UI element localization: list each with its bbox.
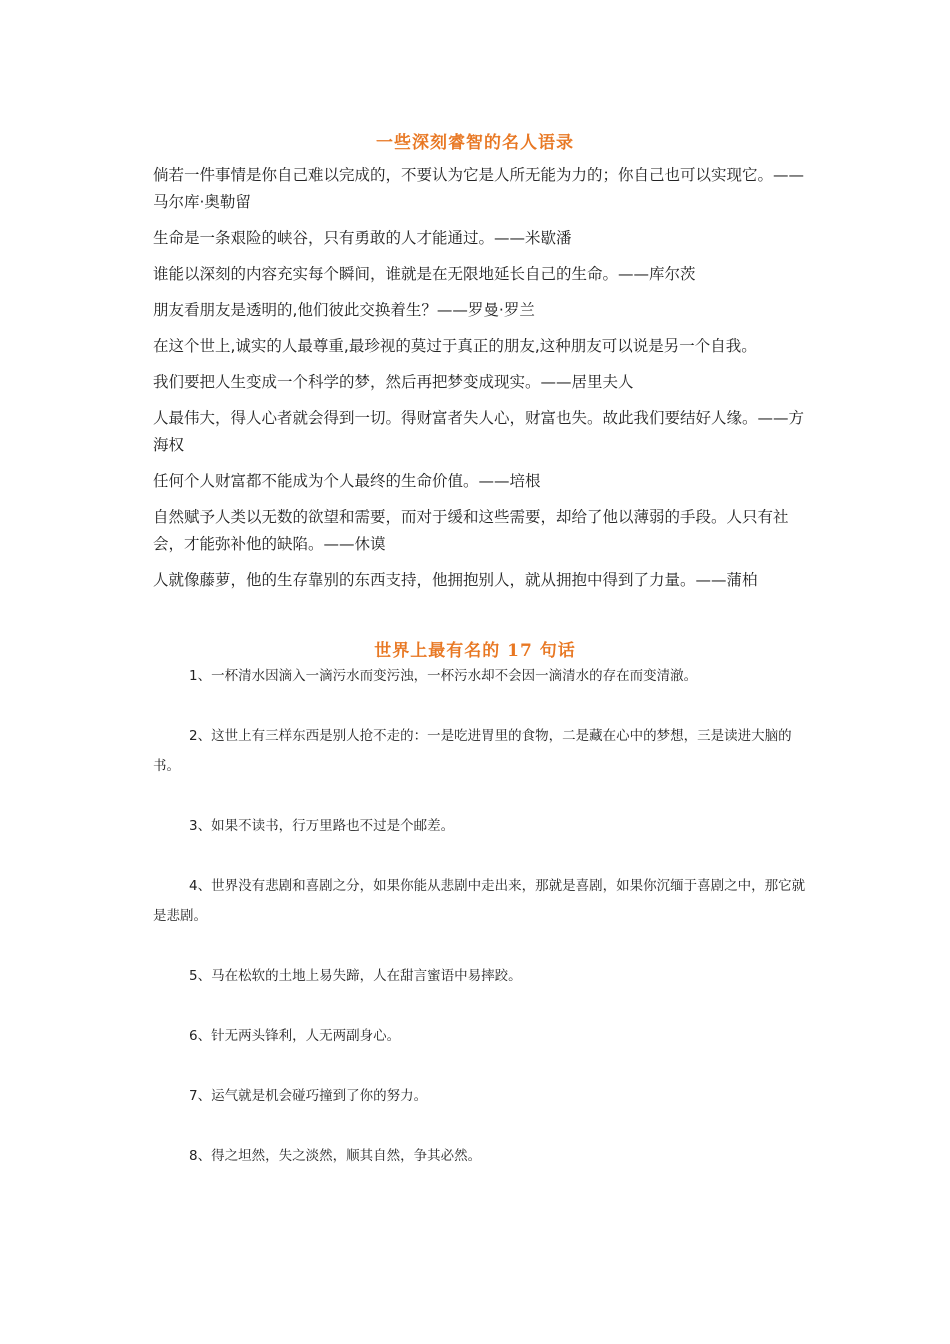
saying-item: 2、这世上有三样东西是别人抢不走的：一是吃进胃里的食物，二是藏在心中的梦想，三是读进大脑的书。 — [153, 728, 792, 774]
saying-item: 6、针无两头锋利，人无两副身心。 — [189, 1028, 401, 1044]
saying-item: 8、得之坦然，失之淡然，顺其自然，争其必然。 — [189, 1148, 482, 1164]
section-title-quotes: 一些深刻睿智的名人语录 — [376, 133, 574, 153]
saying-item: 5、马在松软的土地上易失蹄，人在甜言蜜语中易摔跤。 — [189, 968, 522, 984]
quote-item: 倘若一件事情是你自己难以完成的，不要认为它是人所无能为力的；你自己也可以实现它。——马尔库·奥勒留 — [153, 166, 805, 211]
quote-item: 人最伟大，得人心者就会得到一切。得财富者失人心，财富也失。故此我们要结好人缘。——方海权 — [153, 409, 805, 454]
saying-item: 1、一杯清水因滴入一滴污水而变污浊，一杯污水却不会因一滴清水的存在而变清澈。 — [189, 668, 698, 684]
section-title-famous-sayings: 世界上最有名的 17 句话 — [374, 641, 576, 661]
saying-list — [153, 661, 813, 1201]
quote-item: 人就像藤萝，他的生存靠别的东西支持，他拥抱别人，就从拥抱中得到了力量。——蒲柏 — [153, 571, 758, 589]
quote-item: 生命是一条艰险的峡谷，只有勇敢的人才能通过。——米歇潘 — [153, 229, 572, 247]
quote-item: 谁能以深刻的内容充实每个瞬间，谁就是在无限地延长自己的生命。——库尔茨 — [153, 265, 696, 283]
quote-item: 自然赋予人类以无数的欲望和需要，而对于缓和这些需要，却给了他以薄弱的手段。人只有社会，才能弥补他的缺陷。——休谟 — [153, 508, 789, 553]
saying-item: 3、如果不读书，行万里路也不过是个邮差。 — [189, 818, 455, 834]
saying-item: 7、运气就是机会碰巧撞到了你的努力。 — [189, 1088, 428, 1104]
quote-item: 朋友看朋友是透明的,他们彼此交换着生？——罗曼·罗兰 — [153, 301, 535, 319]
quote-item: 在这个世上,诚实的人最尊重,最珍视的莫过于真正的朋友,这种朋友可以说是另一个自我。 — [153, 337, 757, 355]
quote-list — [153, 162, 813, 603]
quote-item: 任何个人财富都不能成为个人最终的生命价值。——培根 — [153, 472, 541, 490]
saying-item: 4、世界没有悲剧和喜剧之分，如果你能从悲剧中走出来，那就是喜剧，如果你沉缅于喜剧之中，那它就是悲剧。 — [153, 878, 806, 924]
quote-item: 我们要把人生变成一个科学的梦，然后再把梦变成现实。——居里夫人 — [153, 373, 634, 391]
